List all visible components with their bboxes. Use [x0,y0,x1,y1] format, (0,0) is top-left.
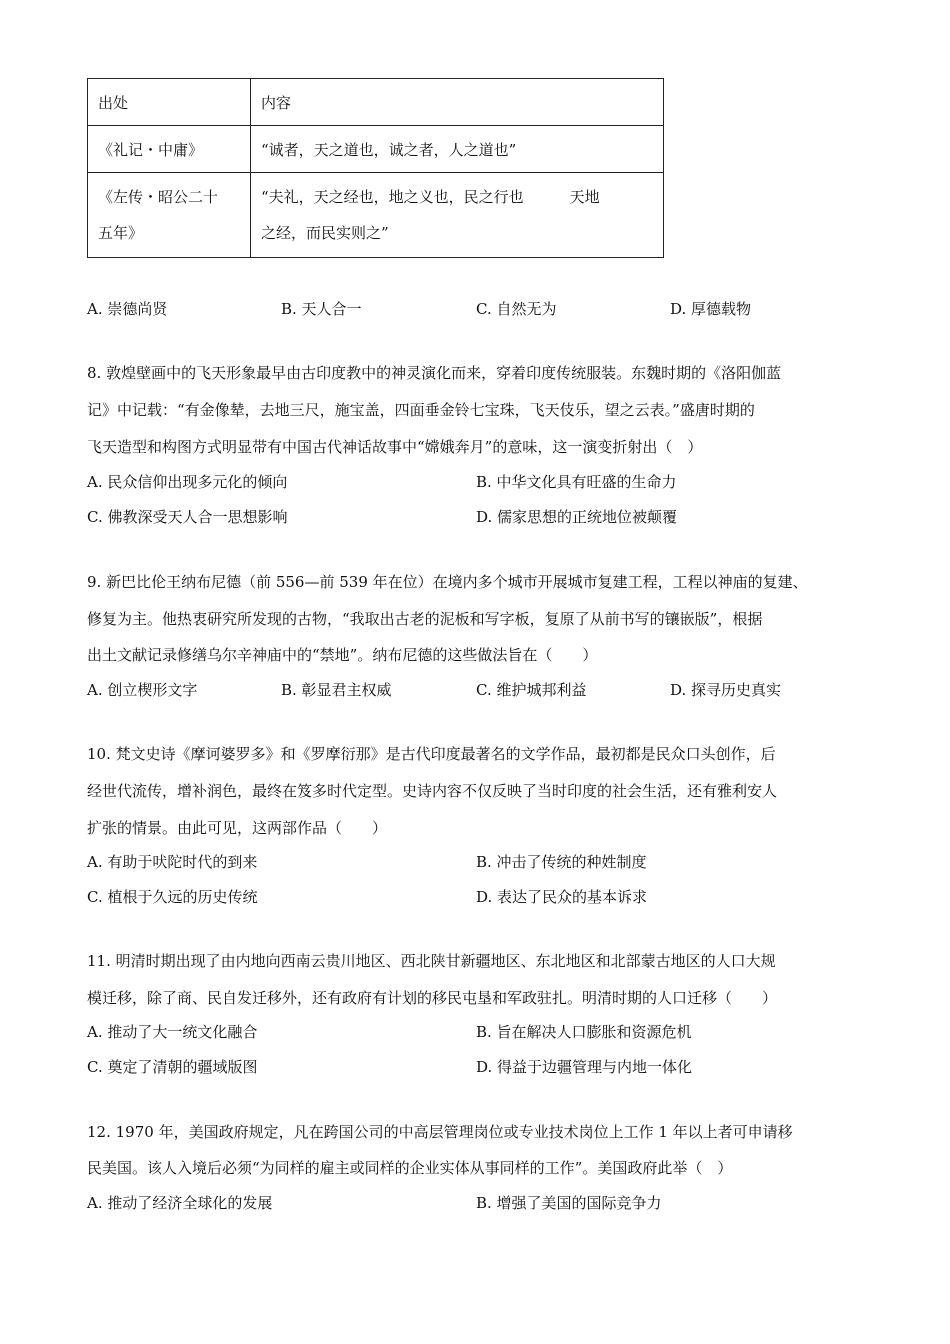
table-header-content: 内容 [251,79,664,126]
content-line: “夫礼，天之经也，地之义也，民之行也 [261,188,524,206]
option-b: B. 旨在解决人口膨胀和资源危机 [476,1023,692,1041]
option-c: C. 奠定了清朝的疆域版图 [87,1058,258,1076]
question-10-line: 扩张的情景。由此可见，这两部作品（ ） [87,819,388,837]
question-11-line: 模迁移，除了商、民自发迁移外，还有政府有计划的移民屯垦和军政驻扎。明清时期的人口迁移（ ） [87,989,778,1007]
question-12-line: 12. 1970 年，美国政府规定，凡在跨国公司的中高层管理岗位或专业技术岗位上工作 1 年以上者可申请移 [87,1123,793,1141]
option-d: D. 得益于边疆管理与内地一体化 [476,1058,693,1076]
content-line: 天地 [569,188,600,206]
question-12-line: 民美国。该人入境后必须“为同样的雇主或同样的企业实体从事同样的工作”。美国政府此举（ ） [87,1159,733,1177]
option-a: A. 崇德尚贤 [87,300,168,318]
question-8-line: 8. 敦煌壁画中的飞天形象最早由古印度教中的神灵演化而来，穿着印度传统服装。东魏时期的《洛阳伽蓝 [87,364,782,382]
table-cell-content [251,173,664,258]
content-line: 之经，而民实则之” [261,224,389,242]
option-b: B. 冲击了传统的种姓制度 [476,853,647,871]
question-9-line: 9. 新巴比伦王纳布尼德（前 556—前 539 年在位）在境内多个城市开展城市复建工程，工程以神庙的复建、 [87,573,808,591]
source-line: 五年》 [98,224,144,242]
option-a: A. 民众信仰出现多元化的倾向 [87,473,288,491]
option-a: A. 推动了大一统文化融合 [87,1023,258,1041]
question-10-line: 经世代流传，增补润色，最终在笈多时代定型。史诗内容不仅反映了当时印度的社会生活，还有雅利安人 [87,782,778,800]
option-d: D. 探寻历史真实 [670,681,782,699]
option-b: B. 中华文化具有旺盛的生命力 [476,473,677,491]
table-cell-content: “诚者，天之道也，诚之者，人之道也” [251,126,664,173]
option-c: C. 自然无为 [476,300,557,318]
question-8-line: 记》中记载：“有金像辇，去地三尺，施宝盖，四面垂金铃七宝珠，飞天伎乐，望之云表。”盛唐时期的 [87,401,755,419]
option-b: B. 彰显君主权威 [281,681,392,699]
option-c: C. 维护城邦利益 [476,681,587,699]
table-header-source: 出处 [88,79,251,126]
option-d: D. 表达了民众的基本诉求 [476,888,648,906]
option-c: C. 植根于久远的历史传统 [87,888,258,906]
option-d: D. 厚德载物 [670,300,752,318]
source-table [87,78,664,258]
question-10-line: 10. 梵文史诗《摩诃婆罗多》和《罗摩衍那》是古代印度最著名的文学作品，最初都是民众口头创作，后 [87,745,776,763]
option-b: B. 增强了美国的国际竞争力 [476,1194,662,1212]
question-8-line: 飞天造型和构图方式明显带有中国古代神话故事中“嫦娥奔月”的意味，这一演变折射出（ ） [87,438,703,456]
option-a: A. 有助于吠陀时代的到来 [87,853,258,871]
option-a: A. 创立楔形文字 [87,681,198,699]
question-11-line: 11. 明清时期出现了由内地向西南云贵川地区、西北陕甘新疆地区、东北地区和北部蒙古地区的人口大规 [87,952,776,970]
option-d: D. 儒家思想的正统地位被颠覆 [476,508,678,526]
option-c: C. 佛教深受天人合一思想影响 [87,508,288,526]
question-9-line: 修复为主。他热衷研究所发现的古物，“我取出古老的泥板和写字板，复原了从前书写的镶嵌版”，根据 [87,610,763,628]
table-cell-source [88,173,251,258]
option-b: B. 天人合一 [281,300,362,318]
question-9-line: 出土文献记录修缮乌尔辛神庙中的“禁地”。纳布尼德的这些做法旨在（ ） [87,646,598,664]
source-line: 《左传・昭公二十 [98,188,219,206]
option-a: A. 推动了经济全球化的发展 [87,1194,273,1212]
table-cell-source: 《礼记・中庸》 [88,126,251,173]
